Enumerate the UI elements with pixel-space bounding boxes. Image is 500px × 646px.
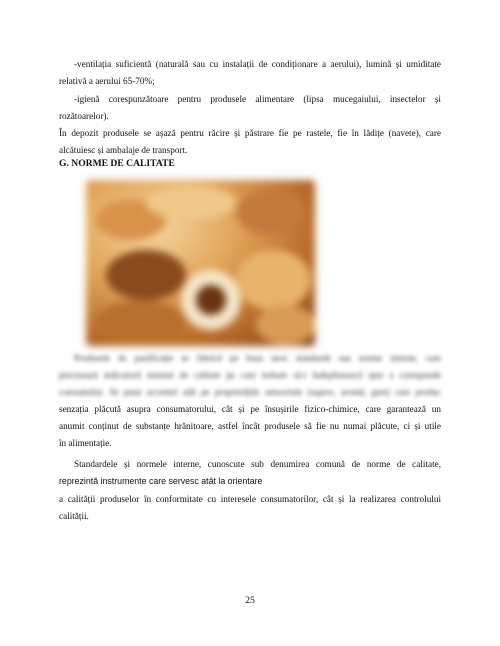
bullet-ventilation-line-1: -ventilația suficientă (naturală sau cu instalații de condiționare a aerului), lumină și umiditate <box>74 59 441 69</box>
blurred-paragraph-line-2: precizează indicatorii minimi de calitate pe care trebuie să-i îndeplinească spre a corespunde <box>59 370 441 380</box>
blurred-paragraph-line-3: consumului. Se pune accentul atât pe proprietățile senzoriale (aspect, aromă, gust) care produc <box>59 387 441 397</box>
standards-paragraph-line-2: reprezintă instrumente care servesc atât la orientare <box>59 476 263 486</box>
bullet-hygiene-line-2: rozătoarelor). <box>59 111 109 121</box>
quality-paragraph-line-2: anumit conținut de substanțe hrănitoare, astfel încât produsele să fie nu numai plăcute, ci și utile <box>59 421 441 431</box>
storage-paragraph-line-1: În depozit produsele se așază pentru răcire și păstrare fie pe rastele, fie în lădițe (navete), care <box>59 128 441 138</box>
bullet-hygiene-line-1: -igienă corespunzătoare pentru produsele alimentare (lipsa mucegaiului, insectelor și <box>74 94 441 104</box>
bullet-ventilation-line-2: relativă a aerului 65-70%; <box>59 76 155 86</box>
page-number: 25 <box>245 595 255 606</box>
storage-paragraph-line-2: alcătuiesc și ambalaje de transport. <box>59 145 188 155</box>
standards-paragraph-line-3: a calității produselor în conformitate cu interesele consumatorilor, cât și la realizarea controlului <box>59 494 441 504</box>
bakery-products-photo <box>86 180 315 346</box>
blurred-paragraph-line-1: Produsele de panificație se fabrică pe baza unor standarde sau norme interne, care <box>74 353 441 363</box>
section-heading: G. NORME DE CALITATE <box>59 158 175 169</box>
standards-paragraph-line-4: calității. <box>59 511 89 521</box>
quality-paragraph-line-3: în alimentație. <box>59 438 112 448</box>
quality-paragraph-line-1: senzația plăcută asupra consumatorului, cât și pe însușirile fizico-chimice, care garantează un <box>59 404 441 414</box>
standards-paragraph-line-1: Standardele și normele interne, cunoscute sub denumirea comună de norme de calitate, <box>74 459 441 469</box>
